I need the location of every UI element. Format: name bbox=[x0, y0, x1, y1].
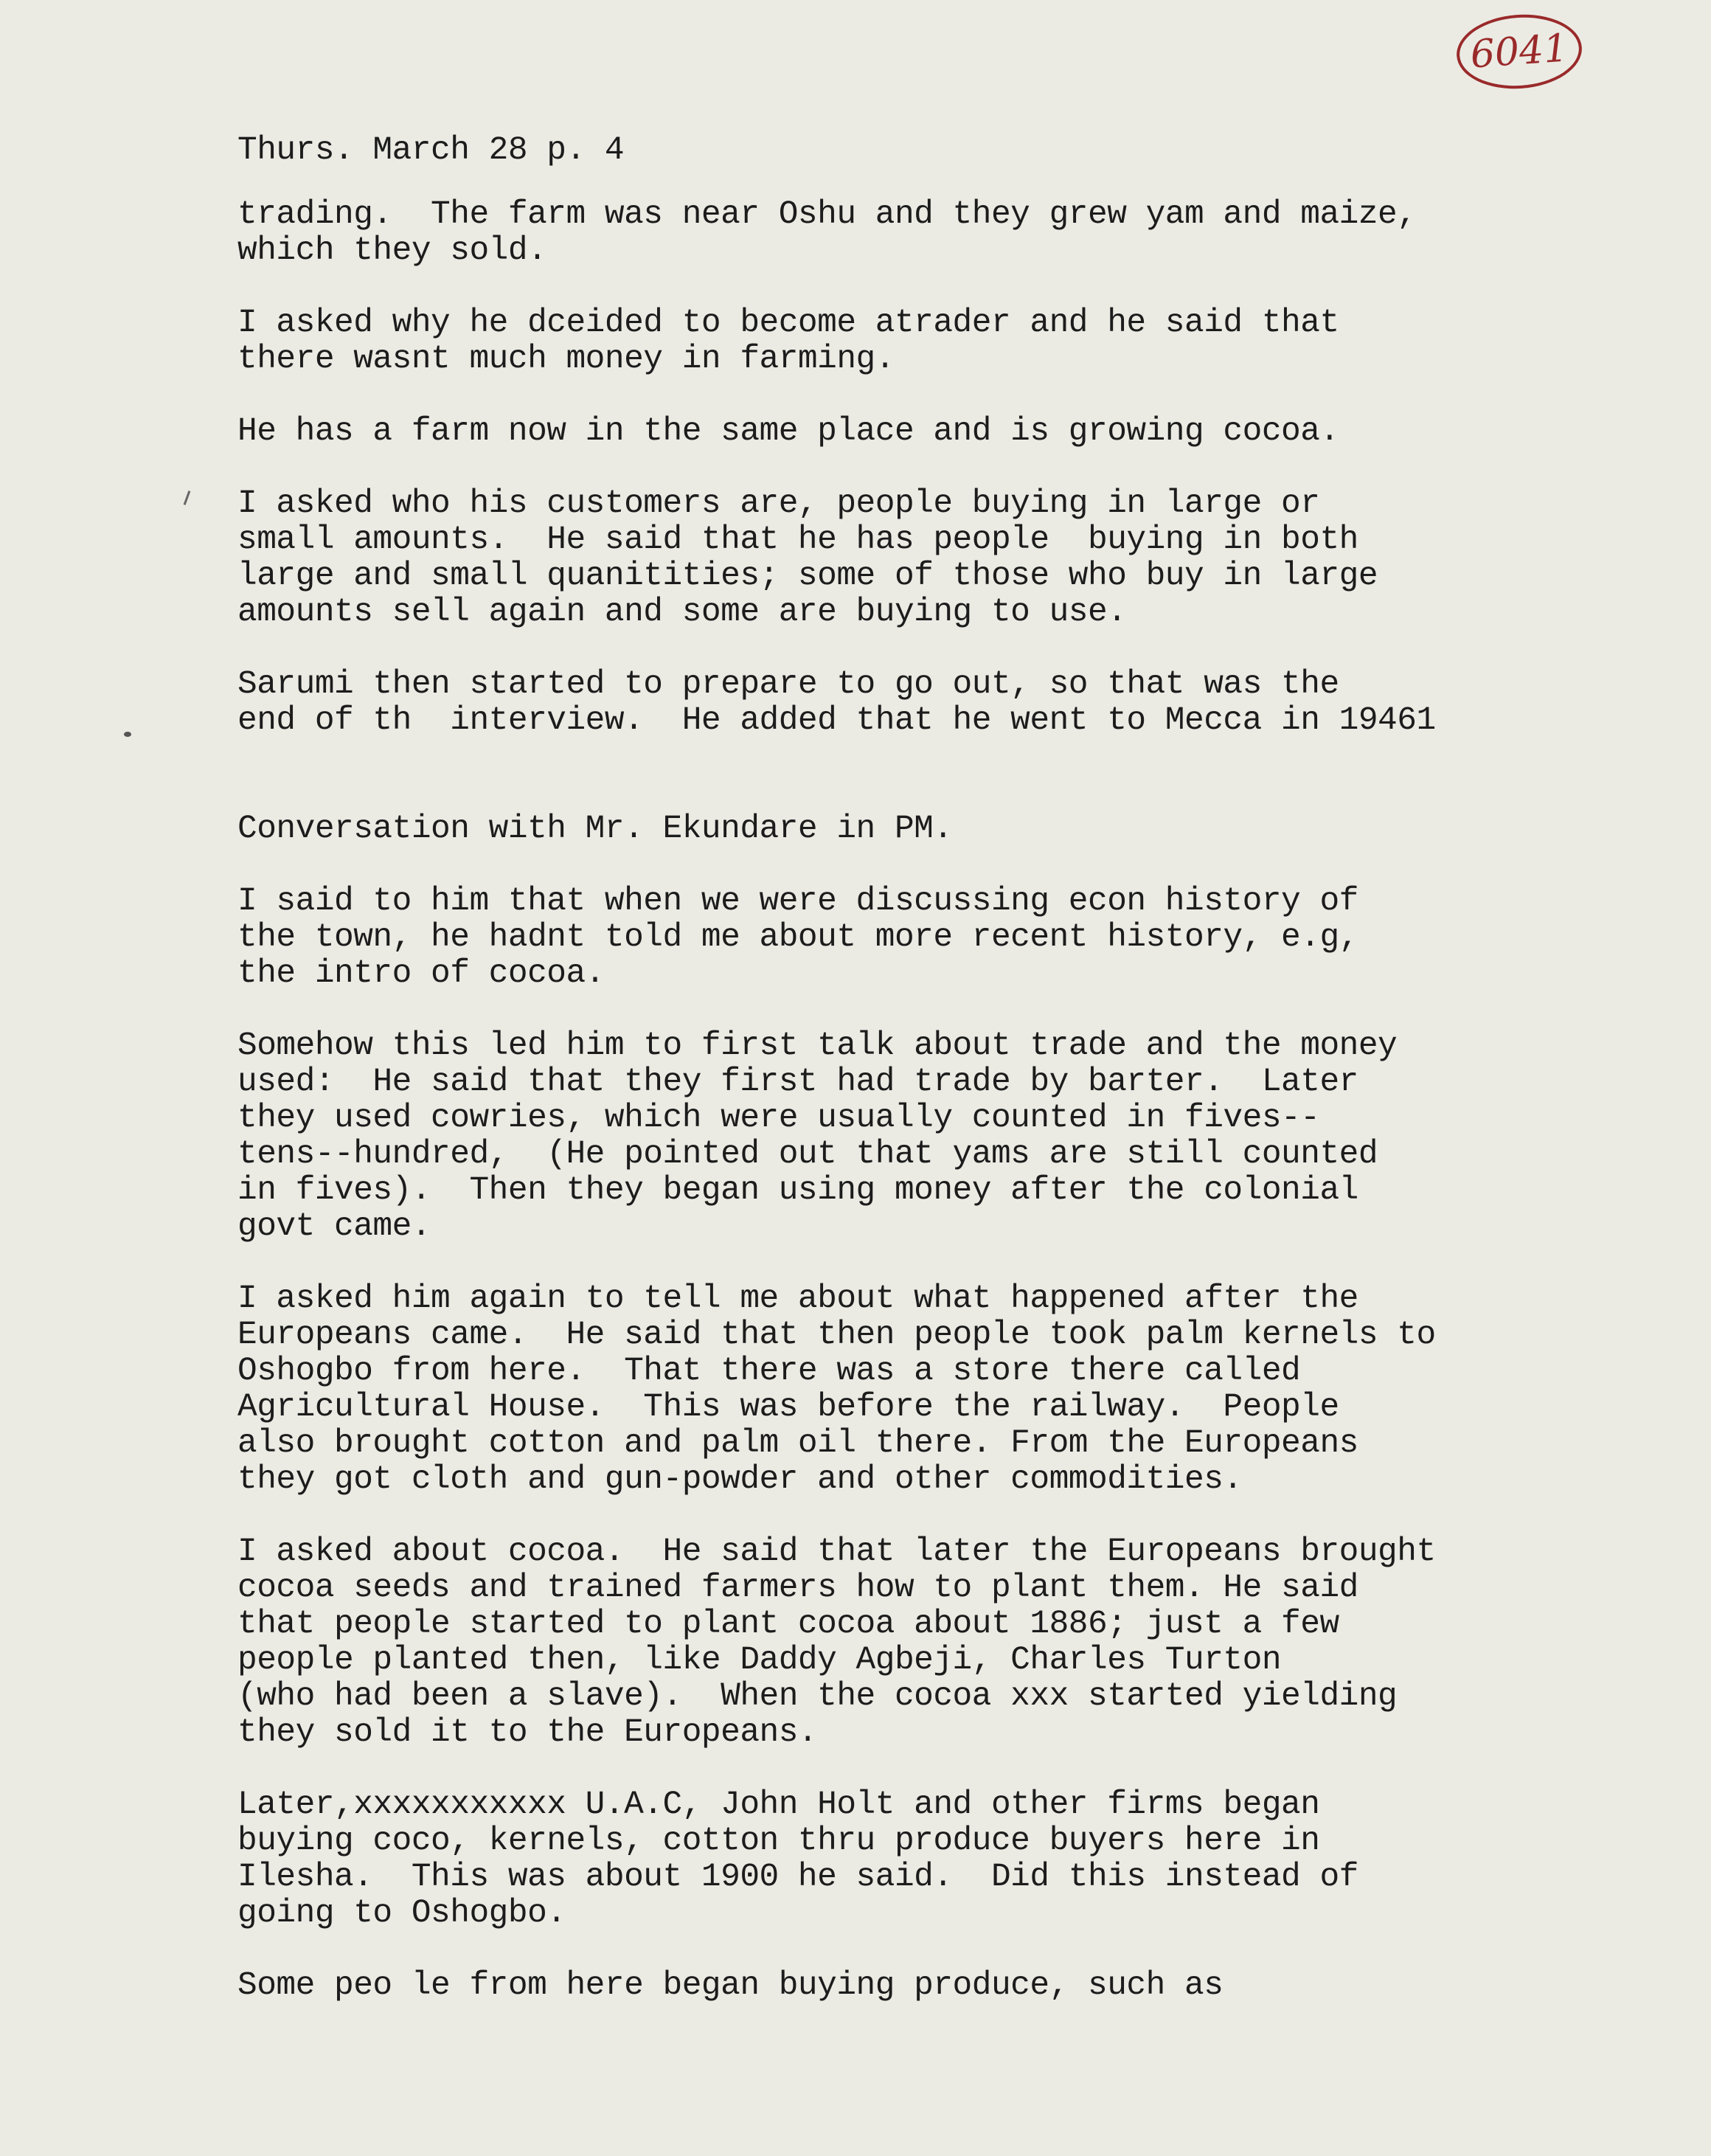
text-line: Somehow this led him to first talk about trade and the money bbox=[237, 1027, 1398, 1064]
text-line: also brought cotton and palm oil there. From the Europeans bbox=[237, 1425, 1358, 1462]
stray-dot bbox=[124, 732, 131, 737]
text-line: end of th interview. He added that he went to Mecca in 19461 bbox=[237, 702, 1436, 739]
text-line: govt came. bbox=[237, 1208, 431, 1245]
text-line: which they sold. bbox=[237, 232, 547, 269]
text-line: they used cowries, which were usually counted in fives-- bbox=[237, 1100, 1320, 1137]
text-line: Conversation with Mr. Ekundare in PM. bbox=[237, 811, 953, 848]
text-line: they sold it to the Europeans. bbox=[237, 1714, 818, 1751]
paragraph bbox=[237, 414, 1639, 450]
text-line: going to Oshogbo. bbox=[237, 1895, 566, 1932]
page-header: Thurs. March 28 p. 4 bbox=[237, 132, 625, 169]
paragraph bbox=[237, 667, 1639, 739]
text-line: there wasnt much money in farming. bbox=[237, 341, 895, 378]
text-line: cocoa seeds and trained farmers how to plant them. He said bbox=[237, 1570, 1358, 1606]
typed-text bbox=[237, 133, 1639, 2040]
text-line: they got cloth and gun-powder and other commodities. bbox=[237, 1461, 1243, 1498]
text-line: Ilesha. This was about 1900 he said. Did this instead of bbox=[237, 1859, 1358, 1896]
text-line: small amounts. He said that he has people buying in both bbox=[237, 521, 1358, 558]
text-line: Some peo le from here began buying produce, such as bbox=[237, 1967, 1224, 2004]
text-line: He has a farm now in the same place and is growing cocoa. bbox=[237, 413, 1339, 450]
text-line: I asked about cocoa. He said that later the Europeans brought bbox=[237, 1533, 1436, 1570]
paragraph bbox=[237, 1787, 1639, 1932]
stray-mark bbox=[184, 491, 191, 505]
paragraph bbox=[237, 1281, 1639, 1498]
text-line: Agricultural House. This was before the railway. People bbox=[237, 1389, 1339, 1426]
text-line: the intro of cocoa. bbox=[237, 955, 605, 992]
text-line: Later,xxxxxxxxxxx U.A.C, John Holt and other firms began bbox=[237, 1786, 1320, 1823]
paragraph bbox=[237, 811, 1639, 848]
paragraphs bbox=[237, 197, 1639, 2004]
text-line: I asked who his customers are, people buying in large or bbox=[237, 485, 1320, 522]
text-line: Sarumi then started to prepare to go out, so that was the bbox=[237, 666, 1339, 703]
text-line: used: He said that they first had trade by barter. Later bbox=[237, 1064, 1358, 1100]
text-line: trading. The farm was near Oshu and they grew yam and maize, bbox=[237, 196, 1417, 233]
text-line: I asked him again to tell me about what happened after the bbox=[237, 1280, 1358, 1317]
text-line: amounts sell again and some are buying to use. bbox=[237, 594, 1127, 631]
paragraph bbox=[237, 1028, 1639, 1245]
paragraph bbox=[237, 1534, 1639, 1751]
text-line: that people started to plant cocoa about 1886; just a few bbox=[237, 1606, 1339, 1643]
text-line: tens--hundred, (He pointed out that yams are still counted bbox=[237, 1136, 1378, 1173]
page-number-stamp: 6041 bbox=[1454, 10, 1585, 93]
text-line: in fives). Then they began using money after the colonial bbox=[237, 1172, 1358, 1209]
paragraph bbox=[237, 197, 1639, 269]
text-line: the town, he hadnt told me about more recent history, e.g, bbox=[237, 919, 1358, 956]
text-line: Oshogbo from here. That there was a store there called bbox=[237, 1353, 1301, 1390]
paragraph bbox=[237, 884, 1639, 992]
text-line: I asked why he dceided to become atrader and he said that bbox=[237, 305, 1339, 342]
text-line: people planted then, like Daddy Agbeji, Charles Turton bbox=[237, 1642, 1282, 1679]
text-line: I said to him that when we were discussing econ history of bbox=[237, 883, 1358, 920]
text-line: Europeans came. He said that then people took palm kernels to bbox=[237, 1317, 1436, 1353]
paragraph bbox=[237, 305, 1639, 378]
paragraph bbox=[237, 486, 1639, 631]
text-line: large and small quanitities; some of those who buy in large bbox=[237, 558, 1378, 595]
text-line: buying coco, kernels, cotton thru produce buyers here in bbox=[237, 1823, 1320, 1859]
text-line: (who had been a slave). When the cocoa xxx started yielding bbox=[237, 1678, 1398, 1715]
paragraph bbox=[237, 1968, 1639, 2004]
